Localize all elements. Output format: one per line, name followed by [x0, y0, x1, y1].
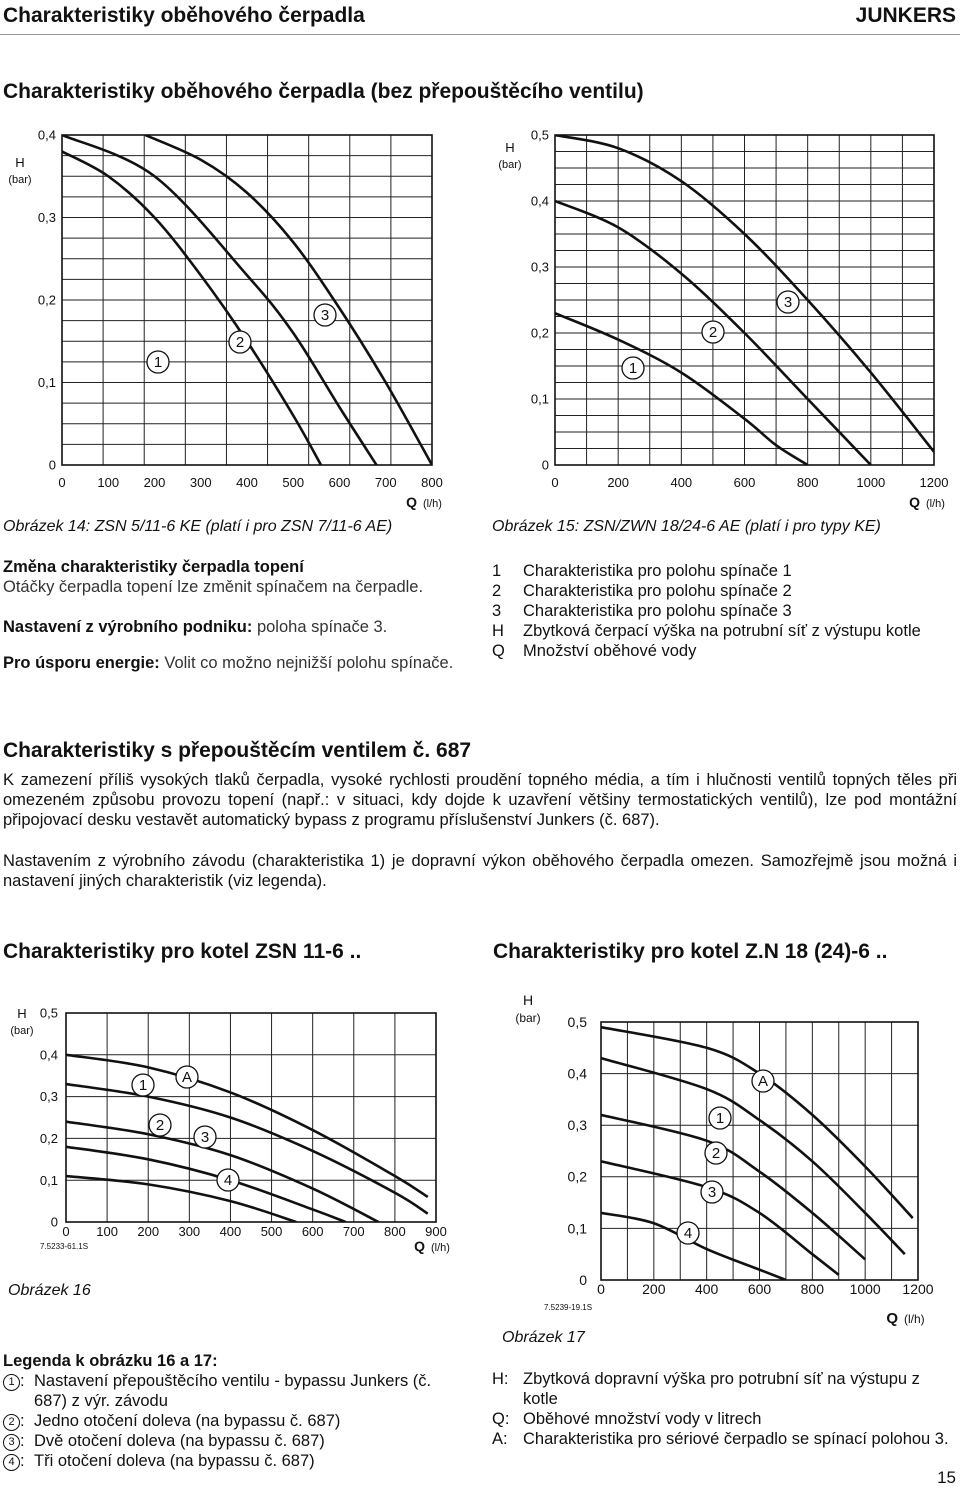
x-axis-label-unit: (l/h) — [926, 498, 945, 510]
x-axis-label-unit: (l/h) — [904, 1312, 925, 1326]
legend3-item — [492, 1409, 958, 1429]
legend3-key: Q: — [492, 1410, 510, 1428]
series-line-1 — [66, 1084, 428, 1214]
series-label-3: 3 — [320, 307, 330, 324]
x-tick-label: 300 — [178, 1224, 201, 1239]
x-tick-label: 500 — [282, 475, 305, 490]
legend1-item — [492, 561, 958, 581]
x-tick-label: 0 — [58, 475, 66, 490]
series-label-2: 2 — [708, 324, 718, 341]
x-tick-label: 600 — [747, 1281, 772, 1297]
legend1-text: Charakteristika pro polohu spínače 1 — [523, 562, 792, 580]
section2-para1: K zamezení příliš vysokých tlaků čerpadla, vysoké rychlosti proudění topného média, a tím i hlučnosti ventilů topných těles při omezeném způsobu provozu topení (např.: v situaci, kdy dojde k uzavření většiny termostatických ventilů), lze pod montážní připojovací desku vestavět automatický bypass z programu příslušenství Junkers (č. 687). — [3, 771, 957, 829]
y-tick-label: 0 — [541, 457, 549, 473]
chart-fig14 — [0, 115, 460, 515]
y-axis-label-h: H — [505, 140, 515, 155]
legend2-key: 4 : — [3, 1451, 34, 1471]
x-tick-label: 900 — [425, 1224, 447, 1239]
factory-value: poloha spínače 3. — [252, 618, 388, 636]
chart-fig15 — [488, 115, 960, 515]
legend1-text: Množství oběhové vody — [523, 642, 697, 660]
legend2-key-circle: 4 — [3, 1454, 20, 1471]
legend3-text: Zbytková dopravní výška pro potrubní síť na výstupu z kotle — [523, 1370, 920, 1408]
legend1-text: Charakteristika pro polohu spínače 2 — [523, 582, 792, 600]
x-tick-label: 200 — [607, 475, 630, 490]
legend2-item — [3, 1451, 463, 1471]
x-tick-label: 200 — [137, 1224, 160, 1239]
legend1-text: Zbytková čerpací výška na potrubní síť z výstupu kotle — [523, 622, 921, 640]
x-tick-label: 400 — [694, 1281, 719, 1297]
x-axis-label-q: Q — [414, 1238, 425, 1254]
y-tick-label: 0,4 — [530, 193, 549, 209]
legend1 — [492, 561, 958, 661]
legend2 — [3, 1351, 463, 1471]
legend3-item — [492, 1369, 958, 1409]
series-label-2: 2 — [155, 1117, 165, 1134]
y-tick-label: 0,5 — [567, 1013, 587, 1030]
y-tick-label: 0,5 — [39, 1005, 58, 1021]
y-axis-label-unit: (bar) — [515, 1011, 541, 1025]
legend3-key: H: — [492, 1370, 509, 1388]
y-tick-label: 0 — [48, 457, 56, 473]
chart-fig17 — [488, 985, 960, 1335]
series-label-3: 3 — [707, 1184, 717, 1201]
legend2-key: 1 : — [3, 1371, 34, 1411]
header-divider — [0, 34, 960, 35]
legend2-key-circle: 1 — [3, 1374, 20, 1391]
section2-para2: Nastavením z výrobního závodu (charakteristika 1) je dopravní výkon oběhového čerpadla omezen. Samozřejmě jsou možná i nastavení jiných charakteristik (viz legenda). — [3, 852, 957, 890]
legend2-key: 2 : — [3, 1411, 34, 1431]
saving-label: Pro úsporu energie: — [3, 654, 160, 672]
legend1-key: 1 — [492, 562, 502, 580]
x-tick-label: 0 — [551, 475, 559, 490]
y-tick-label: 0,2 — [530, 325, 549, 341]
y-tick-label: 0,2 — [567, 1168, 587, 1185]
legend2-text: Nastavení přepouštěcího ventilu - bypassu Junkers (č. 687) z výr. závodu — [34, 1372, 432, 1410]
x-tick-label: 400 — [670, 475, 693, 490]
series-label-2: 2 — [711, 1145, 721, 1162]
series-label-1: 1 — [153, 354, 163, 371]
y-tick-label: 0,1 — [37, 375, 56, 391]
section2-title: Charakteristiky s přepouštěcím ventilem č. 687 — [3, 739, 472, 762]
series-label-4: 4 — [683, 1225, 693, 1242]
y-axis-label-h: H — [17, 1006, 27, 1021]
x-tick-label: 600 — [733, 475, 756, 490]
x-axis-label-unit: (l/h) — [431, 1242, 450, 1254]
series-line-1 — [62, 152, 321, 466]
section3-left-title: Charakteristiky pro kotel ZSN 11-6 .. — [3, 940, 362, 963]
fig15-caption: Obrázek 15: ZSN/ZWN 18/24-6 AE (platí i pro typy KE) — [492, 518, 881, 535]
legend2-items — [3, 1371, 463, 1471]
x-tick-label: 700 — [342, 1224, 365, 1239]
x-tick-label: 800 — [384, 1224, 406, 1239]
fig14-caption: Obrázek 14: ZSN 5/11-6 KE (platí i pro ZSN 7/11-6 AE) — [3, 518, 393, 535]
x-axis-label-q: Q — [909, 494, 920, 510]
legend2-item — [3, 1431, 463, 1451]
y-tick-label: 0,5 — [530, 127, 549, 143]
section1-title: Charakteristiky oběhového čerpadla (bez přepouštěcího ventilu) — [3, 80, 644, 103]
y-tick-label: 0,1 — [39, 1172, 58, 1188]
fig16-caption: Obrázek 16 — [8, 1282, 91, 1299]
x-tick-label: 500 — [260, 1224, 283, 1239]
saving-setting — [3, 653, 473, 673]
x-tick-label: 600 — [301, 1224, 324, 1239]
series-label-3: 3 — [783, 294, 793, 311]
y-axis-label-h: H — [522, 992, 534, 1008]
legend1-key: H — [492, 622, 504, 640]
fig17-caption: Obrázek 17 — [502, 1329, 585, 1346]
series-label-A: A — [181, 1069, 193, 1086]
legend1-key: Q — [492, 642, 505, 660]
page-header-title: Charakteristiky oběhového čerpadla — [3, 4, 365, 27]
series-line-A — [601, 1027, 913, 1218]
factory-label: Nastavení z výrobního podniku: — [3, 618, 253, 636]
legend2-title: Legenda k obrázku 16 a 17: — [3, 1352, 218, 1370]
legend3 — [492, 1369, 958, 1449]
x-tick-label: 700 — [374, 475, 397, 490]
x-tick-label: 0 — [597, 1281, 605, 1297]
y-tick-label: 0,3 — [37, 210, 56, 226]
x-tick-label: 100 — [96, 1224, 118, 1239]
y-tick-label: 0,4 — [37, 127, 56, 143]
y-axis-label-unit: (bar) — [498, 159, 522, 171]
series-line-A — [66, 1055, 428, 1197]
series-label-1: 1 — [628, 360, 638, 377]
legend3-key: A: — [492, 1430, 508, 1448]
legend2-text: Dvě otočení doleva (na bypassu č. 687) — [34, 1432, 325, 1450]
saving-value: Volit co možno nejnižší polohu spínače. — [159, 654, 454, 672]
x-tick-label: 200 — [143, 475, 166, 490]
legend2-text: Jedno otočení doleva (na bypassu č. 687) — [34, 1412, 341, 1430]
x-tick-label: 200 — [642, 1281, 666, 1297]
legend2-item — [3, 1371, 463, 1411]
series-label-A: A — [757, 1073, 769, 1090]
legend1-text: Charakteristika pro polohu spínače 3 — [523, 602, 792, 620]
x-tick-label: 600 — [328, 475, 351, 490]
legend1-item — [492, 621, 958, 641]
legend3-text: Charakteristika pro sériové čerpadlo se spínací polohou 3. — [523, 1430, 949, 1448]
legend2-item — [3, 1411, 463, 1431]
brand-logo-text: JUNKERS — [855, 4, 956, 27]
series-line-4 — [66, 1176, 296, 1222]
y-tick-label: 0,3 — [530, 259, 549, 275]
y-tick-label: 0,2 — [37, 292, 56, 308]
x-axis-label-q: Q — [886, 1310, 898, 1327]
y-tick-label: 0,4 — [567, 1065, 587, 1082]
series-line-1 — [601, 1058, 905, 1254]
legend3-item — [492, 1429, 958, 1449]
series-label-1: 1 — [138, 1077, 148, 1094]
y-tick-label: 0,3 — [39, 1089, 58, 1105]
x-tick-label: 800 — [800, 1281, 825, 1297]
legend1-key: 2 — [492, 582, 502, 600]
y-axis-label-unit: (bar) — [8, 174, 32, 186]
x-axis-label-q: Q — [406, 494, 417, 510]
series-label-2: 2 — [235, 334, 245, 351]
legend2-key: 3 : — [3, 1431, 34, 1451]
legend1-item — [492, 641, 958, 661]
x-tick-label: 400 — [219, 1224, 242, 1239]
x-axis-label-unit: (l/h) — [423, 498, 442, 510]
change-body: Otáčky čerpadla topení lze změnit spínačem na čerpadle. — [3, 578, 424, 596]
series-label-4: 4 — [223, 1172, 233, 1189]
x-tick-label: 1000 — [856, 475, 886, 490]
y-tick-label: 0,3 — [567, 1117, 587, 1134]
legend2-key-circle: 2 — [3, 1414, 20, 1431]
plot-frame — [66, 1013, 436, 1222]
legend2-key-circle: 3 — [3, 1434, 20, 1451]
y-tick-label: 0 — [50, 1214, 58, 1230]
x-tick-label: 100 — [97, 475, 120, 490]
page-number: 15 — [937, 1468, 956, 1487]
series-label-1: 1 — [715, 1110, 725, 1127]
section3-right-title: Charakteristiky pro kotel Z.N 18 (24)-6 .. — [493, 940, 888, 963]
x-tick-label: 1000 — [849, 1281, 881, 1297]
chart-code: 7.5233-61.1S — [40, 1242, 89, 1251]
legend2-text: Tři otočení doleva (na bypassu č. 687) — [34, 1452, 315, 1470]
y-tick-label: 0,1 — [530, 391, 549, 407]
x-tick-label: 400 — [236, 475, 258, 490]
pump-change-block — [3, 557, 473, 673]
x-tick-label: 800 — [421, 475, 443, 490]
legend1-item — [492, 581, 958, 601]
y-axis-label-h: H — [15, 155, 25, 170]
y-axis-label-unit: (bar) — [10, 1025, 34, 1037]
x-tick-label: 1200 — [902, 1281, 934, 1297]
legend1-key: 3 — [492, 602, 502, 620]
legend1-item — [492, 601, 958, 621]
y-tick-label: 0,2 — [39, 1130, 58, 1146]
series-label-3: 3 — [200, 1129, 210, 1146]
x-tick-label: 300 — [189, 475, 212, 490]
factory-setting — [3, 617, 473, 637]
y-tick-label: 0 — [579, 1271, 587, 1288]
chart-code: 7.5239-19.1S — [544, 1303, 593, 1312]
y-tick-label: 0,4 — [39, 1047, 58, 1063]
legend3-text: Oběhové množství vody v litrech — [523, 1410, 762, 1428]
x-tick-label: 1200 — [919, 475, 949, 490]
change-title: Změna charakteristiky čerpadla topení — [3, 558, 304, 576]
chart-fig16 — [0, 985, 470, 1260]
x-tick-label: 0 — [62, 1224, 70, 1239]
y-tick-label: 0,1 — [567, 1220, 587, 1237]
x-tick-label: 800 — [796, 475, 819, 490]
